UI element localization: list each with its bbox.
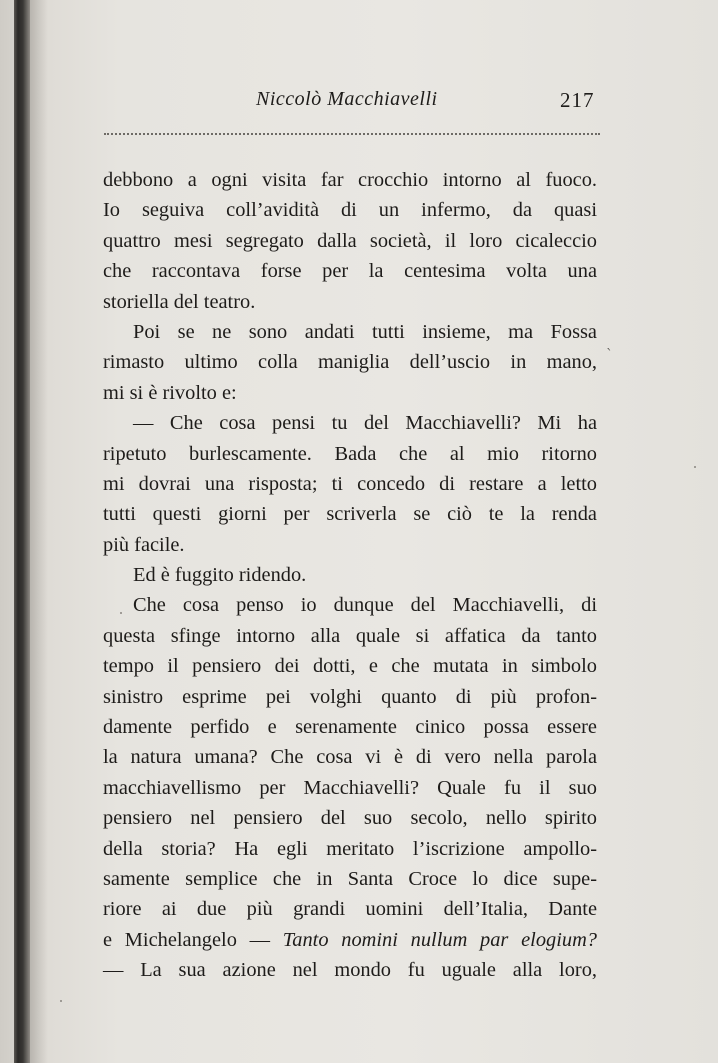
text-line: pensiero nel pensiero del suo secolo, nello spirito [103, 807, 597, 830]
text-line: mi dovrai una risposta; ti concedo di restare a letto [103, 472, 597, 495]
text-line-michelangelo [103, 925, 597, 955]
text-line: della storia? Ha egli meritato l’iscrizione ampollo- [103, 837, 597, 860]
text-line: samente semplice che in Santa Croce lo dice supe- [103, 867, 597, 890]
text-line: Ed è fuggito ridendo. [133, 564, 307, 587]
text-line: debbono a ogni visita far crocchio intorno al fuoco. [103, 169, 597, 191]
text-line: Che cosa penso io dunque del Macchiavelli, di [133, 594, 597, 617]
text-line: macchiavellismo per Macchiavelli? Quale fu il suo [103, 776, 597, 799]
paper-speck [694, 466, 696, 468]
body-text [103, 165, 597, 986]
running-title: Niccolò Macchiavelli [256, 88, 438, 110]
text-line-final: — La sua azione nel mondo fu uguale alla loro, [103, 959, 597, 982]
text-line: tempo il pensiero dei dotti, e che mutata in simbolo [103, 655, 597, 678]
text-line: questa sfinge intorno alla quale si affatica da tanto [103, 624, 597, 647]
text-line: riore ai due più grandi uomini dell’Italia, Dante [103, 898, 597, 921]
michelangelo-roman: e Michelangelo — [103, 928, 283, 951]
page-number: 217 [560, 88, 595, 112]
text-line: rimasto ultimo colla maniglia dell’uscio in mano, [103, 351, 597, 374]
paper-speck [60, 1000, 62, 1002]
text-line: quattro mesi segregato dalla società, il loro cicaleccio [103, 229, 597, 252]
text-line: ripetuto burlescamente. Bada che al mio ritorno [103, 442, 597, 465]
book-binding [14, 0, 30, 1063]
text-line: la natura umana? Che cosa vi è di vero nella parola [103, 746, 597, 769]
text-line: Io seguiva coll’avidità di un infermo, da quasi [103, 199, 597, 222]
binding-shadow [30, 0, 48, 1063]
header-rule [104, 133, 600, 135]
text-line: sinistro esprime pei volghi quanto di più profon- [103, 685, 597, 708]
text-line: — Che cosa pensi tu del Macchiavelli? Mi ha [133, 412, 597, 435]
paper-speck [120, 612, 122, 614]
text-line: Poi se ne sono andati tutti insieme, ma Fossa [133, 320, 597, 343]
text-line: damente perfido e serenamente cinico possa essere [103, 716, 597, 739]
text-line: mi si è rivolto e: [103, 381, 237, 404]
latin-inscription: Tanto nomini nullum par elogium? [282, 928, 598, 951]
text-line: più facile. [103, 533, 185, 556]
text-line: che raccontava forse per la centesima volta una [103, 260, 597, 283]
text-line: storiella del teatro. [103, 290, 256, 313]
margin-mark: ˋ [606, 347, 613, 363]
text-line: tutti questi giorni per scriverla se ciò te la renda [103, 503, 597, 526]
